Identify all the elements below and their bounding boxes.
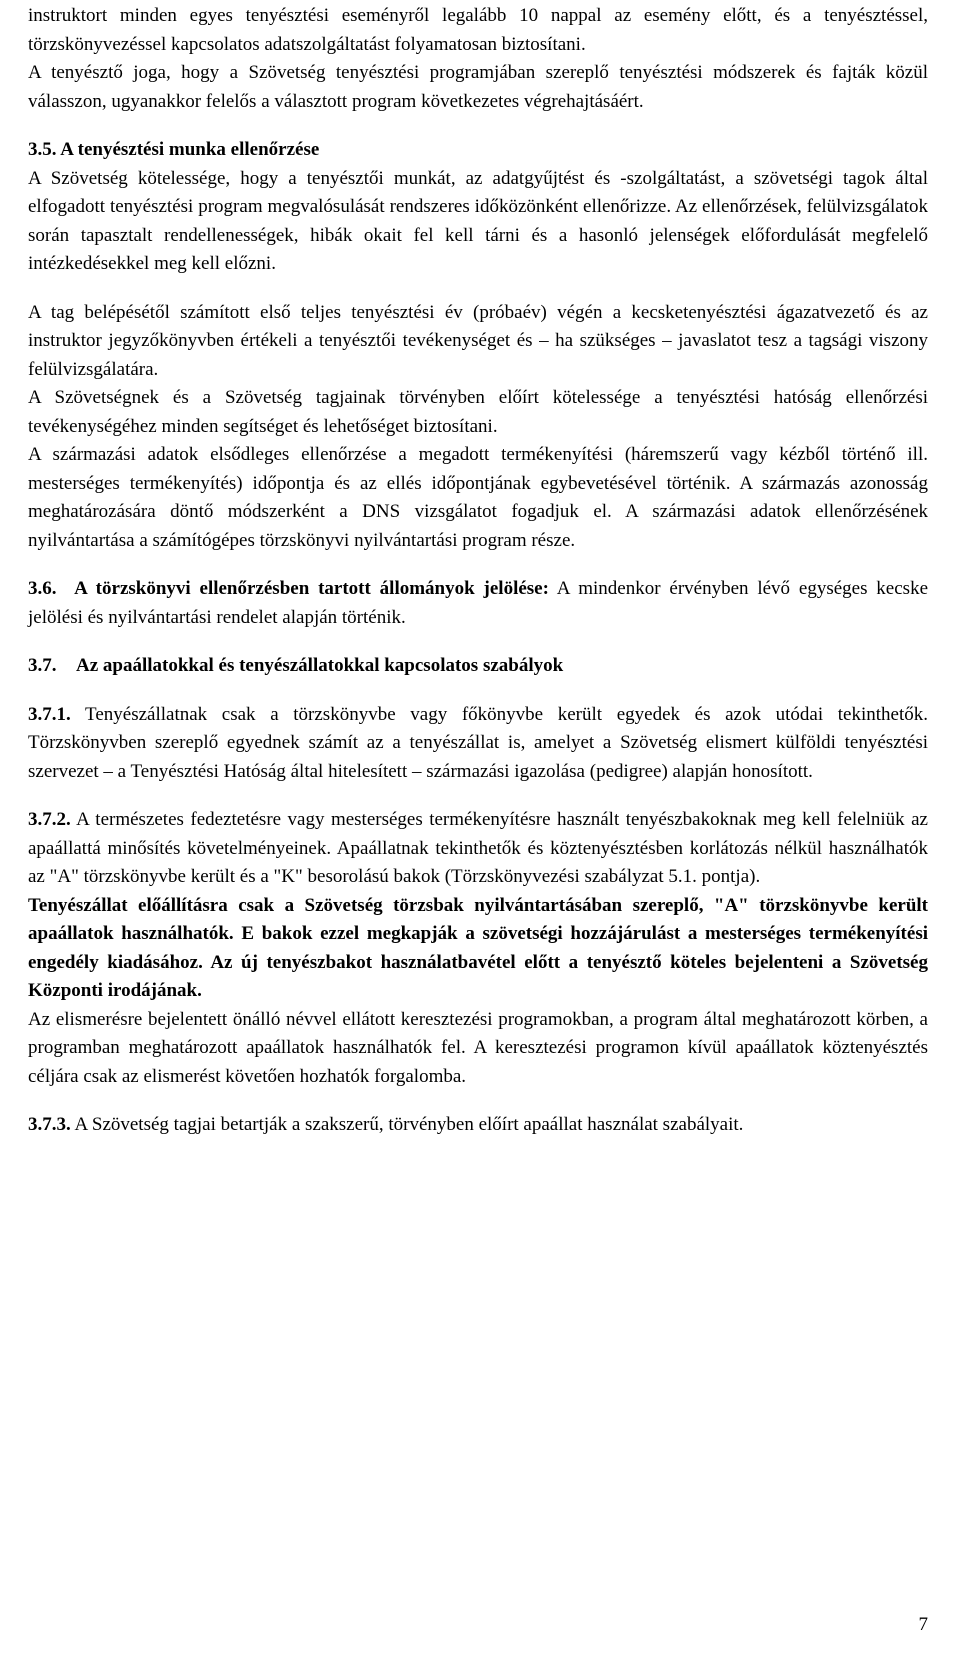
section-3-7-2-text: A természetes fedeztetésre vagy mesterséges termékenyítésre használt tenyészbakoknak meg kell felelniük az apaállattá minősítés követelményeinek. Apaállatnak tekinthetők és köztenyésztésben korlátozás nélkül használhatók az "A" törzskönyvbe került és a "K" besorolású bakok (Törzskönyvezési szabályzat 5.1. pontja). <box>28 809 928 887</box>
section-3-5-paragraph-1: A Szövetség kötelessége, hogy a tenyésztői munkát, az adatgyűjtést és -szolgáltatást, a szövetségi tagok által elfogadott tenyésztési program megvalósulását rendszeres időközönként ellenőrizze. Az ellenőrzések, felülvizsgálatok során tapasztalt rendellenességek, hibák okait fel kell tárni és a hasonló jelenségek előfordulását megfelelő intézkedésekkel meg kell előzni. <box>28 167 928 274</box>
section-3-6-text: A mindenkor érvényben lévő egységes kecske jelölési és nyilvántartási rendelet alapján történik. <box>28 578 929 628</box>
section-3-7-2-paragraph-2: Az elismerésre bejelentett önálló névvel ellátott keresztezési programokban, a program által meghatározott körben, a programban meghatározott apaállatok használhatók fel. A keresztezési programon kívül apaállatok köztenyésztés céljára csak az elismerést követően hozhatók forgalomba. <box>28 1008 928 1087</box>
section-3-7-3-text: A Szövetség tagjai betartják a szakszerű, törvényben előírt apaállat használat szabályait. <box>70 1114 744 1135</box>
section-3-6-title: A törzskönyvi ellenőrzésben tartott állományok jelölése: <box>74 578 549 599</box>
section-3-7-1-text: Tenyészállatnak csak a törzskönyvbe vagy főkönyvbe került egyedek és azok utódai tekinthetők. Törzskönyvben szereplő egyednek számít az a tenyészállat is, amelyet a Szövetség elismert külföldi tenyésztési szervezet – a Tenyésztési Hatóság által hitelesített – származási igazolása (pedigree) alapján honosított. <box>28 703 928 782</box>
section-3-5-paragraph-4: A származási adatok elsődleges ellenőrzése a megadott termékenyítési (háremszerű vagy kézből történő ill. mesterséges termékenyítés) időpontja és az ellés időpontjának egybevetésével történik. A származás azonosság meghatározására döntő módszerként a DNS vizsgálatot fogadjuk el. A származási adatok ellenőrzésének nyilvántartása a számítógépes törzskönyvi nyilvántartási program része. <box>28 444 928 551</box>
section-3-6 <box>28 575 928 632</box>
section-3-7-2-number: 3.7.2. <box>28 809 71 830</box>
section-3-5-paragraph-3: A Szövetségnek és a Szövetség tagjainak törvényben előírt kötelessége a tenyésztési hatóság ellenőrzési tevékenységéhez minden segítséget és lehetőséget biztosítani. <box>28 387 928 437</box>
section-3-7-heading <box>28 652 928 681</box>
section-3-7-1 <box>28 701 928 787</box>
paragraph-intro: instruktort minden egyes tenyésztési eseményről legalább 10 nappal az esemény előtt, és a tenyésztéssel, törzskönyvezéssel kapcsolatos adatszolgáltatást folyamatosan biztosítani. <box>28 5 928 55</box>
paragraph-breeder-rights: A tenyésztő joga, hogy a Szövetség tenyésztési programjában szereplő tenyésztési módszerek és fajták közül válasszon, ugyanakkor felelős a választott program következetes végrehajtásáért. <box>28 62 928 112</box>
section-3-6-number: 3.6. <box>28 578 57 599</box>
section-3-7-3 <box>28 1111 928 1140</box>
section-3-5-paragraph-2: A tag belépésétől számított első teljes tenyésztési év (próbaév) végén a kecsketenyésztési ágazatvezető és az instruktor jegyzőkönyvben értékeli a tenyésztői tevékenységet és – ha szükséges – javaslatot tesz a tagsági viszony felülvizsgálatára. <box>28 301 928 380</box>
section-3-7-3-number: 3.7.3. <box>28 1114 71 1135</box>
section-3-7-title: Az apaállatokkal és tenyészállatokkal kapcsolatos szabályok <box>76 655 564 676</box>
section-3-7-2 <box>28 806 928 892</box>
section-3-7-1-number: 3.7.1. <box>28 703 71 725</box>
document-page <box>28 2 928 1140</box>
page-number: 7 <box>918 1614 928 1635</box>
section-3-7-number: 3.7. <box>28 655 57 676</box>
section-3-5-heading: 3.5. A tenyésztési munka ellenőrzése <box>28 139 320 160</box>
section-3-7-2-bold-paragraph: Tenyészállat előállításra csak a Szövetség törzsbak nyilvántartásában szereplő, "A" törzskönyvbe került apaállatok használhatók. E bakok ezzel megkapják a szövetségi hozzájárulást a mesterséges termékenyítési engedély kiadásához. Az új tenyészbakot használatbavétel előtt a tenyésztő köteles bejelenteni a Szövetség Központi irodájának. <box>28 894 928 1001</box>
